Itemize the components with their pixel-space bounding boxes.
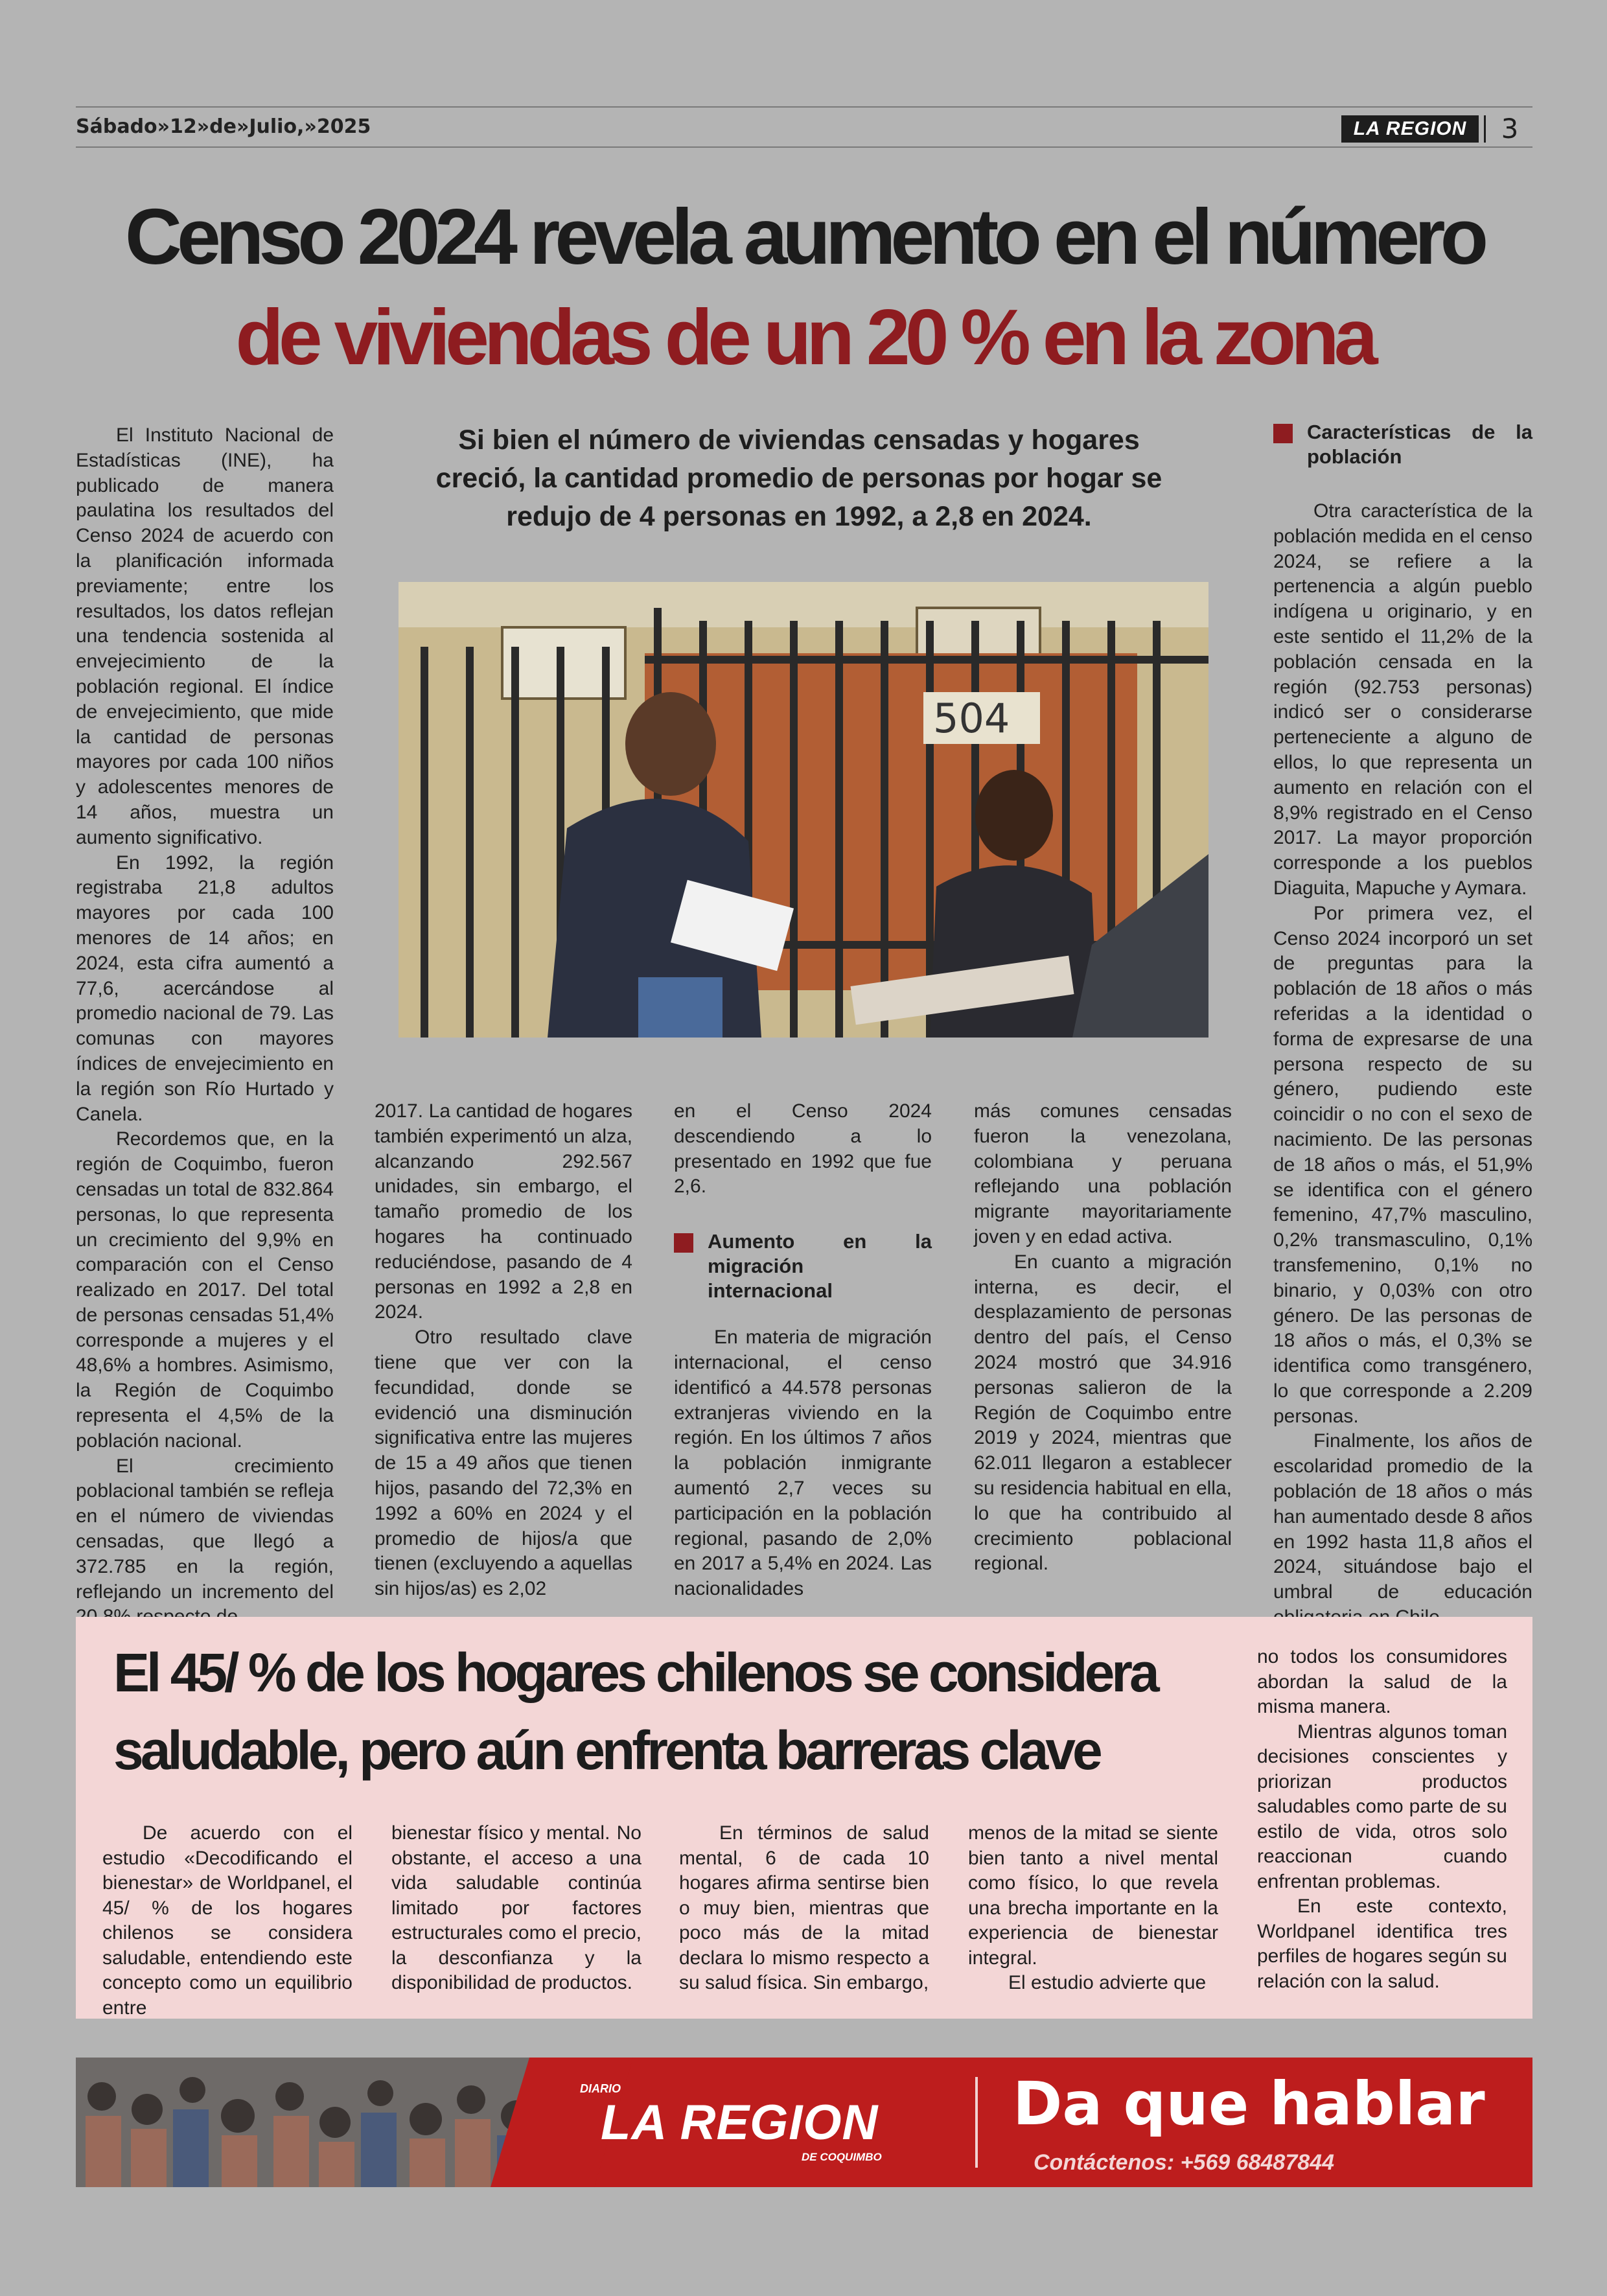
article1-column-4: [974, 1099, 1232, 1575]
article2-headline-line2: saludable, pero aún enfrenta barreras clave: [113, 1720, 1100, 1781]
article2-col5-p2: Mientras algunos toman decisiones conscientes y priorizan productos saludables como parte de su estilo de vida, otros solo reaccionan cuando enfrentan problemas.: [1257, 1721, 1507, 1892]
article2-headline-line1: El 45/ % de los hogares chilenos se considera: [113, 1642, 1157, 1703]
article1-deck: Si bien el número de viviendas censadas y hogares creció, la cantidad promedio de personas por hogar se redujo de 4 personas en 1992, a 2,8 en 2024.: [435, 424, 1162, 532]
header-rule: [76, 146, 1532, 148]
article1-col2-p1: 2017. La cantidad de hogares también experimentó un alza, alcanzando 292.567 unidades, sin embargo, el tamaño promedio de los hogares ha continuado reduciéndose, pasando de 4 personas en 1992 a 2,8 en 2024.: [375, 1100, 632, 1323]
issue-date: Sábado»12»de»Julio,»2025: [76, 115, 371, 138]
article1-col1-p1: El Instituto Nacional de Estadísticas (INE), ha publicado de manera paulatina los resultados del Censo 2024 de acuerdo con la planificación informada previamente; entre los resultados, los datos reflejan una tendencia sostenida al envejecimiento de la población regional. El índice de envejecimiento, que mide la cantidad de personas mayores por cada 100 niños y adolescentes menores de 14 años, muestra un aumento significativo.: [76, 424, 334, 848]
article2-col3-p1: En términos de salud mental, 6 de cada 10 hogares afirma sentirse bien o muy bien, mientras que poco más de la mitad declara lo mismo respecto a su salud física. Sin embargo,: [679, 1822, 929, 1993]
subhead-population-text: Características de la población: [1307, 421, 1532, 468]
census-photo: [399, 582, 1208, 1038]
article1-column-2: [375, 1099, 632, 1600]
article2-column-5: [1257, 1645, 1507, 2008]
article2-col5-p1: no todos los consumidores abordan la salud de la misma manera.: [1257, 1646, 1507, 1717]
article1-col1-p3: Recordemos que, en la región de Coquimbo, fueron censadas un total de 832.864 personas, lo que representa un crecimiento del 9,9% en comparación con el Censo realizado en 2017. Del total de personas censadas 51,4% corresponde a mujeres y el 48,6% a hombres. Asimismo, la Región de Coquimbo representa el 4,5% de la población nacional.: [76, 1128, 334, 1452]
article1-col2-p2: Otro resultado clave tiene que ver con la fecundidad, donde se evidenció una disminución significativa entre las mujeres de 15 a 49 años que tienen hijos, pasando del 72,3% en 1992 a 60% en 2024 y el promedio de hijos/a que tienen (excluyendo a aquellas sin hijos/as) es 2,02: [375, 1327, 632, 1600]
article2-col4-p1: menos de la mitad se siente bien tanto a nivel mental como físico, lo que revela una brecha importante en la experiencia de bienestar integral.: [968, 1822, 1218, 1969]
banner-brand: LA REGION: [601, 2095, 879, 2150]
header-brand: LA REGION: [1341, 115, 1479, 143]
article2-column-2: [391, 1821, 642, 2002]
article1-col4-p1: más comunes censadas fueron la venezolana, colombiana y peruana reflejando una población migrante mayoritariamente joven y en edad activa.: [974, 1100, 1232, 1247]
subhead-migration-text: Aumento en la migración internacional: [708, 1230, 932, 1303]
article1-col3-intro: en el Censo 2024 descendiendo a lo presentado en 1992 que fue 2,6.: [674, 1100, 932, 1198]
article1-col4-p2: En cuanto a migración interna, es decir, el desplazamiento de personas dentro del país, el Censo 2024 mostró que 34.916 personas salieron de la Región de Coquimbo entre 2019 y 2024, mientras que 62.011 llegaron a establecer su residencia habitual en ella, lo que ha contribuido al crecimiento poblacional regional.: [974, 1251, 1232, 1575]
article1-column-3: [674, 1099, 932, 1600]
article1-col5-p1: Otra característica de la población medida en el censo 2024, se refiere a la pertenencia a algún pueblo indígena u originario, y en este sentido el 11,2% de la población censada en la región (92.753 personas) indicó ser o considerarse perteneciente a alguno de ellos, lo que representa un aumento en relación con el 8,9% registrado en el Censo 2017. La mayor proporción corresponde a los pueblos Diaguita, Mapuche y Aymara.: [1273, 500, 1532, 899]
article2-col4-p2: El estudio advierte que: [1008, 1972, 1207, 1993]
article2-column-1: [102, 1821, 353, 2019]
article2-col5-p3: En este contexto, Worldpanel identifica tres perfiles de hogares según su relación con la salud.: [1257, 1896, 1507, 1992]
article2-column-3: [679, 1821, 929, 2002]
top-rule: [76, 106, 1532, 108]
headline-line2: de viviendas de un 20 % en la zona: [235, 293, 1373, 381]
banner-kicker: DIARIO: [580, 2082, 621, 2095]
article2-col1-p1: De acuerdo con el estudio «Decodificando el bienestar» de Worldpanel, el 45/ % de los hogares chilenos se considera saludable, entendiendo este concepto como un equilibrio entre: [102, 1822, 353, 2019]
banner-contact: Contáctenos: +569 68487844: [1034, 2150, 1334, 2175]
subhead-marker-icon: [1273, 424, 1293, 443]
page-number: 3: [1484, 115, 1534, 143]
subhead-marker-icon: [674, 1233, 693, 1253]
article1-col3-p1: En materia de migración internacional, el censo identificó a 44.578 personas extranjeras viviendo en la región. En los últimos 7 años la población inmigrante aumentó 2,7 veces su participación en la población regional, pasando de 2,0% en 2017 a 5,4% en 2024. Las nacionalidades: [674, 1327, 932, 1600]
article2-col2-p1: bienestar físico y mental. No obstante, el acceso a una vida saludable continúa limitado por factores estructurales como el precio, la desconfianza y la disponibilidad de productos.: [391, 1822, 642, 1993]
article2-column-4: [968, 1821, 1218, 2002]
subhead-migration: [674, 1229, 932, 1303]
article1-col5-p3: Finalmente, los años de escolaridad promedio de la población de 18 años o más han aumentado desde 8 años en 1992 hasta 11,8 años el 2024, situándose bajo el umbral de educación: [1273, 1430, 1532, 1603]
article1-column-5: [1273, 420, 1532, 1603]
article1-col1-p4: El crecimiento poblacional también se refleja en el número de viviendas censadas, que llegó a 372.785 en la región, reflejando un incremento del: [76, 1455, 334, 1603]
article1-col1-p2: En 1992, la región registraba 21,8 adultos mayores por cada 100 menores de 14 años; en 2024, esta cifra aumentó a 77,6, acercándose al promedio nacional de 79. Las comunas con mayores índices de envejecimiento en la región son Río Hurtado y Canela.: [76, 852, 334, 1125]
promo-banner[interactable]: [76, 2058, 1532, 2187]
subhead-population: [1273, 420, 1532, 469]
banner-sub: DE COQUIMBO: [802, 2151, 882, 2163]
banner-slogan: Da que hablar: [1013, 2069, 1485, 2139]
photo-house-number: 504: [933, 695, 1010, 742]
article1-col5-p2: Por primera vez, el Censo 2024 incorporó un set de preguntas para la población de 18 años o más referidas a la identidad o forma de expresarse de una persona respecto de su género, pudiendo este coincidir o no con el sexo de nacimiento. De las personas de 18 años o más, el 51,9% se identifica con el género femenino, 47,7% masculino, 0,2% transmasculino, 0,1% transfemenino, 0,1% no binario, y 0,03% con otro género. De las personas de 18 años o más, el 0,3% se identifica como transgénero, lo que corresponde a 2.209 personas.: [1273, 902, 1532, 1427]
census-photo-illustration: [399, 582, 1208, 1038]
article1-column-1: [76, 423, 334, 1603]
headline-line1: Censo 2024 revela aumento en el número: [124, 192, 1484, 281]
